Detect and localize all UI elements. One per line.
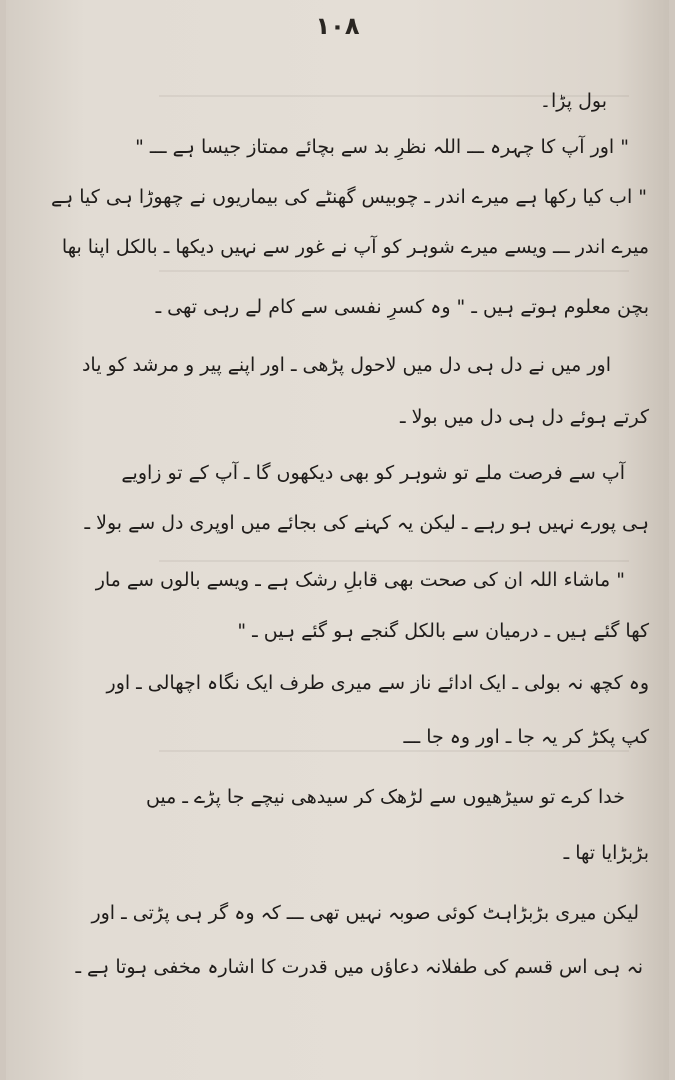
bleed-through-line [159, 270, 629, 272]
text-line: کپ پکڑ کر یہ جا ـ اور وہ جا ـــ [403, 726, 649, 748]
page-number: ۱۰۸ [315, 12, 360, 40]
bleed-through-line [159, 560, 629, 562]
text-line: میرے اندر ـــ ویسے میرے شوہر کو آپ نے غور سے نہیں دیکھا ـ بالکل اپنا بھا [61, 236, 649, 258]
text-line: کھا گئے ہیں ـ درمیان سے بالکل گنجے ہو گئے ہیں ـ " [237, 620, 649, 642]
text-line: نہ ہی اس قسم کی طفلانہ دعاؤں میں قدرت کا اشارہ مخفی ہوتا ہے ـ [75, 956, 643, 978]
text-line: خدا کرے تو سیڑھیوں سے لڑھک کر سیدھی نیچے جا پڑے ـ میں [145, 786, 625, 808]
text-line: وہ کچھ نہ بولی ـ ایک ادائے ناز سے میری طرف ایک نگاہ اچھالی ـ اور [106, 672, 649, 694]
text-line: لیکن میری بڑبڑاہٹ کوئی صوبہ نہیں تھی ـــ کہ وہ گر ہی پڑتی ـ اور [91, 902, 639, 924]
text-line: بڑبڑایا تھا ـ [563, 842, 649, 864]
text-line: " اور آپ کا چہرہ ـــ اللہ نظرِ بد سے بچائے ممتاز جیسا ہے ـــ " [135, 136, 629, 158]
text-line: بچن معلوم ہوتے ہیں ـ " وہ کسرِ نفسی سے کام لے رہی تھی ـ [155, 296, 649, 318]
text-line: بول پڑا۔ [539, 90, 607, 112]
book-page [6, 0, 669, 1080]
text-line: اور میں نے دل ہی دل میں لاحول پڑھی ـ اور اپنے پیر و مرشد کو یاد [81, 354, 611, 376]
text-line: آپ سے فرصت ملے تو شوہر کو بھی دیکھوں گا ـ آپ کے تو زاویے [121, 462, 625, 484]
text-line: ہی پورے نہیں ہو رہے ـ لیکن یہ کہنے کی بجائے میں اوپری دل سے بولا ـ [84, 512, 649, 534]
text-line: " ماشاء اللہ ان کی صحت بھی قابلِ رشک ہے ـ ویسے بالوں سے مار [95, 569, 625, 591]
text-line: " اب کیا رکھا ہے میرے اندر ـ چوبیس گھنٹے کی بیماریوں نے چھوڑا ہی کیا ہے [50, 186, 647, 208]
text-line: کرتے ہوئے دل ہی دل میں بولا ـ [400, 406, 649, 428]
